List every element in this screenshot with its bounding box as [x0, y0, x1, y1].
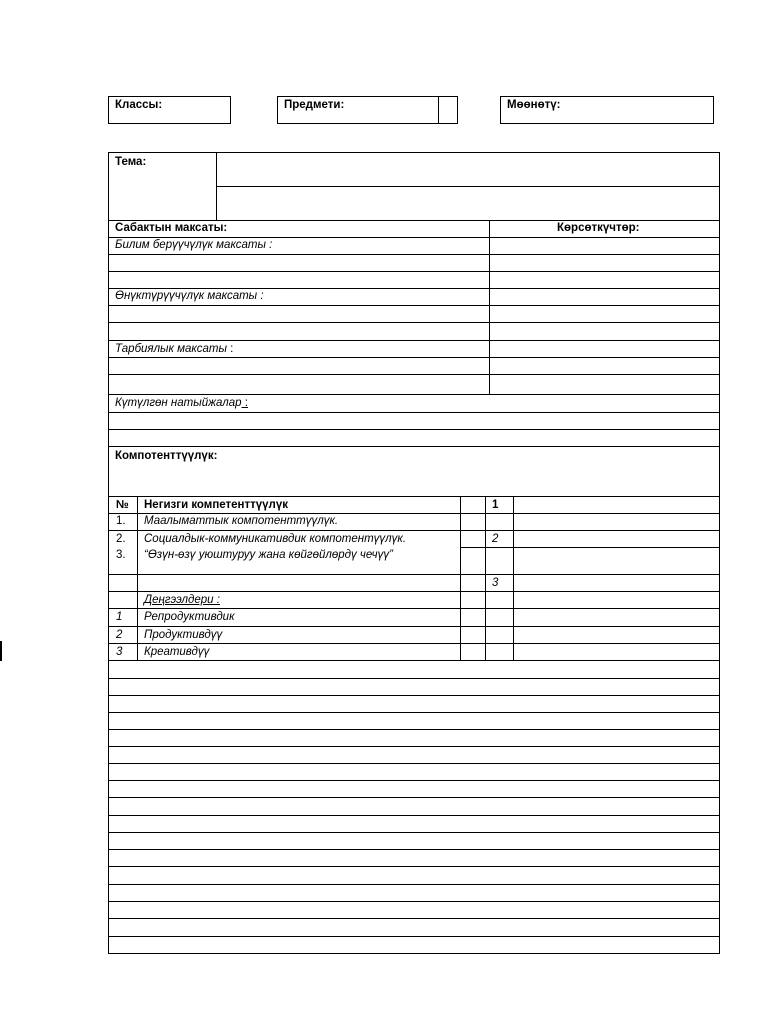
level-number: 2	[116, 629, 123, 641]
column-line	[485, 496, 486, 661]
margin-marker	[0, 641, 2, 661]
objectives-divider	[489, 220, 490, 394]
ruled-line	[108, 729, 720, 730]
row-line	[108, 496, 720, 497]
ruled-line	[108, 780, 720, 781]
level-item: Репродуктивдик	[144, 611, 235, 623]
ruled-line	[108, 884, 720, 885]
ruled-line	[108, 695, 720, 696]
ruled-line	[108, 815, 720, 816]
row-line	[108, 643, 720, 644]
ruled-line	[108, 797, 720, 798]
row-line	[108, 608, 720, 609]
row-line	[108, 340, 720, 341]
expected-results-colon: :	[241, 397, 248, 409]
level-item: Креативдүү	[144, 646, 210, 658]
row-line	[108, 660, 720, 661]
subject-field-divider	[438, 96, 439, 124]
ruled-line	[108, 901, 720, 902]
ruled-line	[108, 712, 720, 713]
upbringing-objective-colon: :	[226, 343, 234, 355]
row-line	[108, 530, 720, 531]
row-line	[108, 446, 720, 447]
topic-label: Тема:	[115, 156, 147, 168]
competence-number: 3.	[116, 549, 126, 561]
level-number: 3	[116, 646, 123, 658]
subject-label: Предмети:	[284, 99, 345, 111]
ruled-line	[108, 763, 720, 764]
developmental-objective-label: Өнүктүрүүчүлүк максаты :	[115, 290, 264, 302]
competence-number: 1.	[116, 515, 126, 527]
educational-objective-label: Билим берүүчүлүк максаты :	[115, 239, 273, 251]
marker-1: 1	[492, 499, 499, 511]
row-line	[108, 626, 720, 627]
row-line	[108, 412, 720, 413]
competence-item: “Өзүн-өзү уюштуруу жана көйгөйлөрдү чечүү”	[144, 549, 393, 561]
competence-number: 2.	[116, 533, 126, 545]
key-competence-header: Негизги компетенттүүлүк	[144, 499, 288, 511]
row-line	[108, 591, 720, 592]
ruled-line	[108, 936, 720, 937]
row-line	[108, 394, 720, 395]
competence-item: Маалыматтык компотенттүүлүк.	[144, 515, 339, 527]
topic-line	[216, 186, 720, 187]
level-number: 1	[116, 611, 123, 623]
ruled-line	[108, 918, 720, 919]
row-line	[108, 429, 720, 430]
competence-item: Социалдык-коммуникативдик компотентүүлүк.	[144, 533, 407, 545]
topic-input-2[interactable]	[218, 188, 718, 218]
marker-2: 2	[492, 533, 499, 545]
ruled-line	[108, 866, 720, 867]
ruled-line	[108, 849, 720, 850]
column-line	[513, 496, 514, 661]
column-line	[137, 496, 138, 661]
column-line	[460, 496, 461, 661]
objectives-title: Сабактын максаты:	[115, 222, 228, 234]
competence-label: Компотенттүүлүк:	[115, 450, 218, 462]
expected-results-text: Күтүлгөн натыйжалар	[115, 397, 242, 409]
number-header: №	[116, 499, 129, 511]
expected-results-label	[115, 396, 248, 410]
row-line	[108, 305, 720, 306]
class-label: Классы:	[115, 99, 163, 111]
topic-input[interactable]	[218, 154, 718, 184]
indicators-title: Көрсөткүчтөр:	[557, 222, 640, 234]
levels-title: Деңгээлдери :	[144, 594, 220, 606]
row-line	[108, 357, 720, 358]
subject-field[interactable]	[277, 96, 458, 124]
row-line	[108, 254, 720, 255]
ruled-line	[108, 746, 720, 747]
row-line	[108, 271, 720, 272]
ruled-line	[108, 678, 720, 679]
duration-field[interactable]	[500, 96, 714, 124]
row-line	[108, 322, 720, 323]
marker-3: 3	[492, 577, 499, 589]
level-item: Продуктивдүү	[144, 629, 223, 641]
ruled-line	[108, 832, 720, 833]
row-line	[108, 574, 720, 575]
row-line	[108, 374, 720, 375]
row-line	[460, 547, 720, 548]
upbringing-objective-text: Тарбиялык максаты	[115, 343, 227, 355]
duration-label: Мөөнөтү:	[507, 99, 561, 111]
upbringing-objective-label	[115, 342, 233, 356]
class-field[interactable]	[108, 96, 231, 124]
